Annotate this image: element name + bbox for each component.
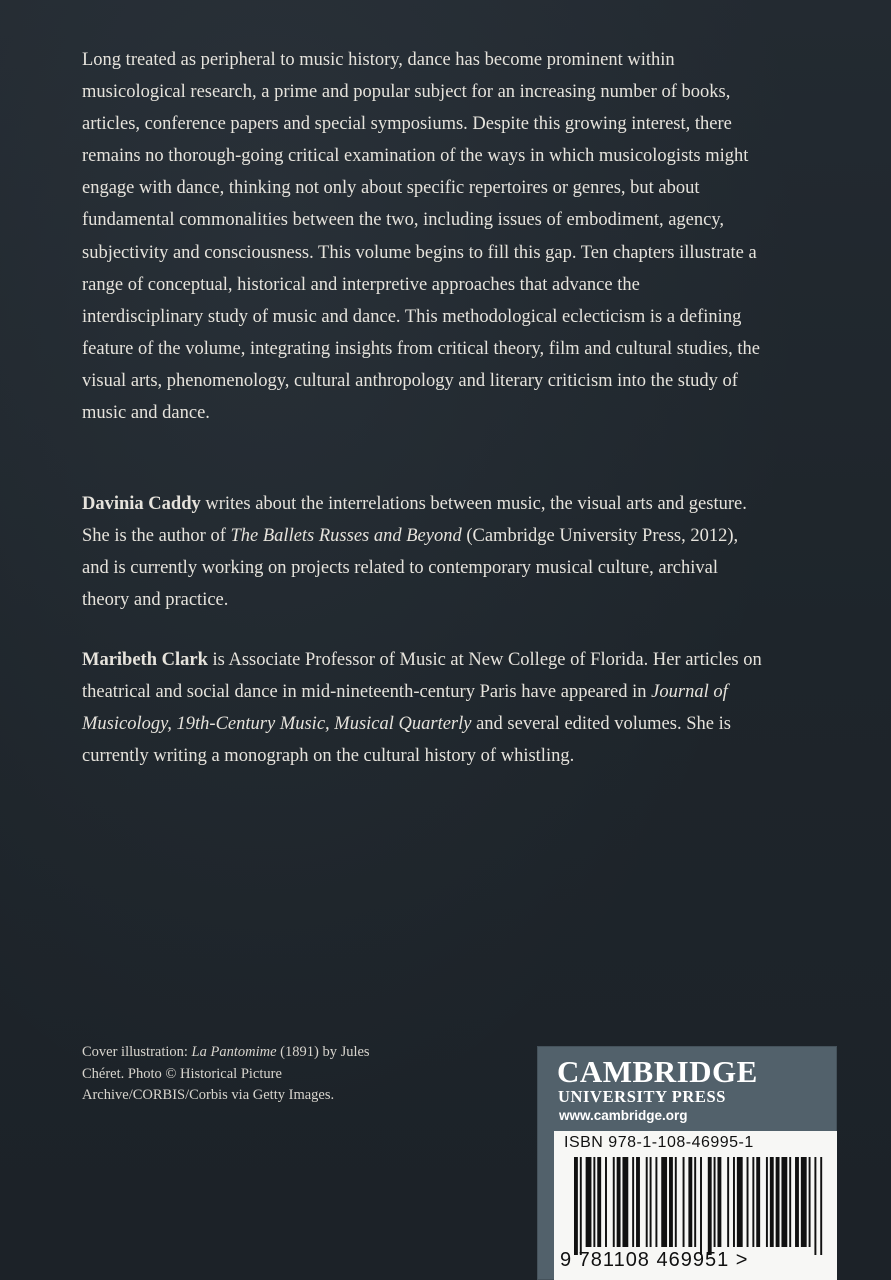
barcode-bar (694, 1157, 696, 1247)
book-title: The Ballets Russes and Beyond (230, 526, 462, 547)
barcode-bar (683, 1157, 685, 1247)
barcode-bar (747, 1157, 749, 1247)
barcode-bar (700, 1157, 702, 1255)
publisher-url: www.cambridge.org (559, 1108, 688, 1123)
barcode-bar (717, 1157, 721, 1247)
barcode-bar (661, 1157, 667, 1247)
barcode-bar (597, 1157, 601, 1247)
barcode-bar (708, 1157, 712, 1255)
barcode-bar (650, 1157, 652, 1247)
publisher-logo-text: CAMBRIDGE (557, 1054, 758, 1089)
author-bio-caddy (82, 488, 762, 616)
barcode-bar (781, 1157, 787, 1247)
barcode-digits: 9 781108 469951 > (560, 1249, 749, 1271)
barcode-bar (801, 1157, 807, 1247)
bio-text: writes about the interrelations between music, the visual arts and gesture. She is the author of (82, 494, 747, 547)
publisher-block (537, 1046, 837, 1280)
barcode-bar (632, 1157, 634, 1247)
credit-text: (1891) by Jules Chéret. Photo © Historical Picture Archive/CORBIS/Corbis via Getty Images. (82, 1044, 370, 1103)
bio-text: is Associate Professor of Music at New College of Florida. Her articles on theatrical and social dance in mid-nineteenth-century Paris have appeared in (82, 650, 762, 703)
barcode-bar (580, 1157, 582, 1255)
bio-text: and several edited volumes. She is currently writing a monograph on the cultural history of whistling. (82, 714, 731, 767)
publisher-subtitle: UNIVERSITY PRESS (558, 1087, 727, 1106)
barcode-bar (809, 1157, 811, 1247)
barcode-bar (752, 1157, 754, 1247)
book-description: Long treated as peripheral to music history, dance has become prominent within musicological research, a prime and popular subject for an increasing number of books, articles, conference papers and special symposiums. Despite this growing interest, there remains no thorough-going critical examination of the ways in which musicologists might engage with dance, thinking not only about specific repertoires or genres, but about fundamental commonalities between the two, including issues of embodiment, agency, subjectivity and consciousness. This volume begins to fill this gap. Ten chapters illustrate a range of conceptual, historical and interpretive approaches that advance the interdisciplinary study of music and dance. This methodological eclecticism is a defining feature of the volume, integrating insights from critical theory, film and cultural studies, the visual arts, phenomenology, cultural anthropology and literary criticism into the study of music and dance. (82, 50, 760, 424)
barcode-bar (605, 1157, 607, 1247)
barcode-bar (795, 1157, 799, 1247)
barcode-bar (655, 1157, 657, 1247)
barcode-bar (622, 1157, 628, 1247)
barcode-bar (688, 1157, 692, 1247)
cover-credit (82, 1042, 402, 1107)
journal-titles: Journal of Musicology, 19th-Century Music, Musical Quarterly (82, 682, 728, 735)
barcode-bar (593, 1157, 595, 1247)
barcode-bar (776, 1157, 780, 1247)
author-name-caddy: Davinia Caddy (82, 494, 201, 514)
barcode-bar (613, 1157, 615, 1247)
author-bio-clark (82, 644, 762, 772)
barcode-bar (574, 1157, 578, 1255)
bio-text: (Cambridge University Press, 2012), and is currently working on projects related to contemporary musical culture, archival theory and practice. (82, 526, 739, 611)
barcode-bar (646, 1157, 648, 1247)
barcode-bar (737, 1157, 743, 1247)
barcode-panel (554, 1131, 837, 1280)
barcode-bar (814, 1157, 816, 1255)
barcode-bar (733, 1157, 735, 1247)
barcode-bar (636, 1157, 640, 1247)
credit-prefix: Cover illustration: (82, 1044, 192, 1060)
barcode-bar (727, 1157, 729, 1247)
barcode-bar (586, 1157, 592, 1247)
barcode-bar (714, 1157, 716, 1247)
barcode-bar (675, 1157, 677, 1247)
isbn-label: ISBN 978-1-108-46995-1 (564, 1134, 754, 1151)
author-name-clark: Maribeth Clark (82, 650, 208, 670)
barcode-bar (669, 1157, 673, 1247)
barcode-bar (617, 1157, 621, 1247)
barcode-bar (820, 1157, 822, 1255)
barcode-bar (770, 1157, 774, 1247)
barcode-icon (574, 1157, 828, 1255)
barcode-bar (766, 1157, 768, 1247)
barcode-bar (789, 1157, 791, 1247)
artwork-title: La Pantomime (191, 1044, 277, 1060)
barcode-bar (756, 1157, 760, 1247)
